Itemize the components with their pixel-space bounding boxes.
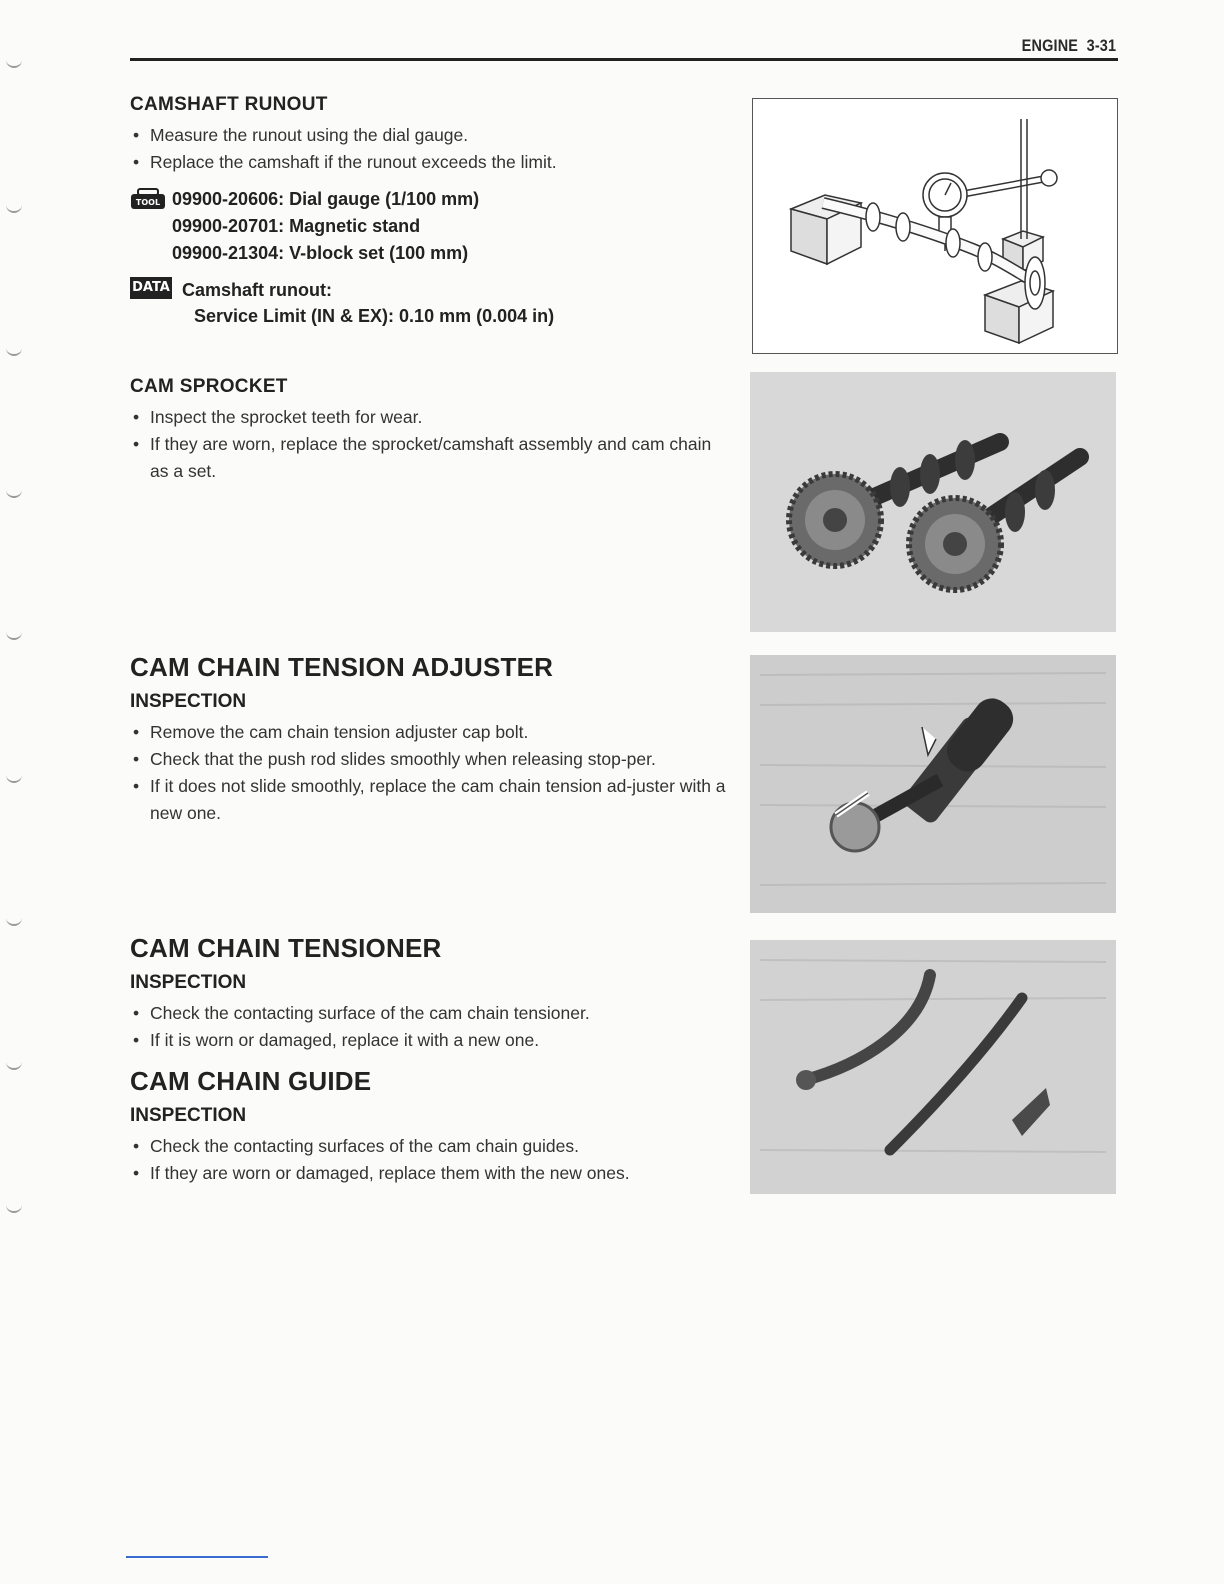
- section-subtitle: INSPECTION: [130, 1105, 247, 1126]
- data-label: Camshaft runout:: [182, 280, 332, 300]
- section-title: CAM CHAIN TENSION ADJUSTER: [130, 652, 554, 682]
- tool-item: 09900-20606: Dial gauge (1/100 mm): [172, 189, 480, 209]
- section-subtitle: INSPECTION: [130, 972, 247, 993]
- page-header: [1021, 36, 1116, 56]
- list-item: • Inspect the sprocket teeth for wear.: [130, 404, 730, 431]
- list-item: • If it is worn or damaged, replace it with a new one.: [130, 1027, 730, 1054]
- camshaft-runout-section: [130, 94, 730, 329]
- footer-rule: [126, 1556, 268, 1558]
- list-item: • Measure the runout using the dial gauge.: [130, 122, 730, 149]
- tension-adjuster-photo: [750, 655, 1116, 913]
- list-item: • Remove the cam chain tension adjuster cap bolt.: [130, 719, 730, 746]
- data-spec: [130, 277, 730, 329]
- guide-section: [130, 1066, 730, 1187]
- section-title: CAM CHAIN GUIDE: [130, 1066, 372, 1096]
- binder-mark: [6, 490, 22, 498]
- binder-mark: [6, 348, 22, 356]
- bullet-list: [130, 1133, 730, 1187]
- cam-sprocket-section: [130, 376, 730, 485]
- data-value: Service Limit (IN & EX): 0.10 mm (0.004 in): [194, 306, 555, 326]
- chain-guides-photo: [750, 940, 1116, 1194]
- binder-mark: [6, 632, 22, 640]
- tensioner-section: [130, 933, 730, 1054]
- cam-sprocket-photo: [750, 372, 1116, 632]
- section-title: CAMSHAFT RUNOUT: [130, 94, 328, 115]
- camshaft-runout-illustration: [753, 99, 1117, 353]
- binder-mark: [6, 60, 22, 68]
- header-rule: [130, 58, 1118, 61]
- tension-adjuster-image: [750, 655, 1116, 913]
- page-number: 3-31: [1086, 36, 1116, 55]
- tension-adjuster-section: [130, 652, 730, 827]
- data-icon: DATA: [130, 277, 172, 299]
- list-item: • Check that the push rod slides smoothly when releasing stop-per.: [130, 746, 730, 773]
- list-item: • Check the contacting surface of the cam chain tensioner.: [130, 1000, 730, 1027]
- camshaft-sprocket-image: [750, 372, 1116, 632]
- chain-guides-image: [750, 940, 1116, 1194]
- dial-gauge-diagram: [752, 98, 1118, 354]
- section-title: CAM CHAIN TENSIONER: [130, 933, 442, 963]
- list-item: • If it does not slide smoothly, replace the cam chain tension ad-juster with a new one.: [130, 773, 730, 827]
- binder-mark: [6, 775, 22, 783]
- section-title: CAM SPROCKET: [130, 376, 288, 397]
- bullet-list: [130, 122, 730, 176]
- binder-mark: [6, 918, 22, 926]
- list-item: • Replace the camshaft if the runout exceeds the limit.: [130, 149, 730, 176]
- section-name: ENGINE: [1021, 36, 1078, 55]
- list-item: • If they are worn or damaged, replace them with the new ones.: [130, 1160, 730, 1187]
- binder-mark: [6, 1205, 22, 1213]
- tool-item: 09900-20701: Magnetic stand: [172, 216, 421, 236]
- section-subtitle: INSPECTION: [130, 691, 247, 712]
- list-item: • Check the contacting surfaces of the cam chain guides.: [130, 1133, 730, 1160]
- binder-mark: [6, 1062, 22, 1070]
- binder-mark: [6, 205, 22, 213]
- list-item: • If they are worn, replace the sprocket/camshaft assembly and cam chain as a set.: [130, 431, 730, 485]
- tool-spec: [130, 186, 730, 267]
- bullet-list: [130, 1000, 730, 1054]
- tool-icon: [130, 188, 166, 210]
- tool-item: 09900-21304: V-block set (100 mm): [172, 243, 469, 263]
- tool-list: [172, 186, 479, 267]
- bullet-list: [130, 404, 730, 485]
- tool-icon-label: TOOL: [135, 198, 161, 207]
- bullet-list: [130, 719, 730, 827]
